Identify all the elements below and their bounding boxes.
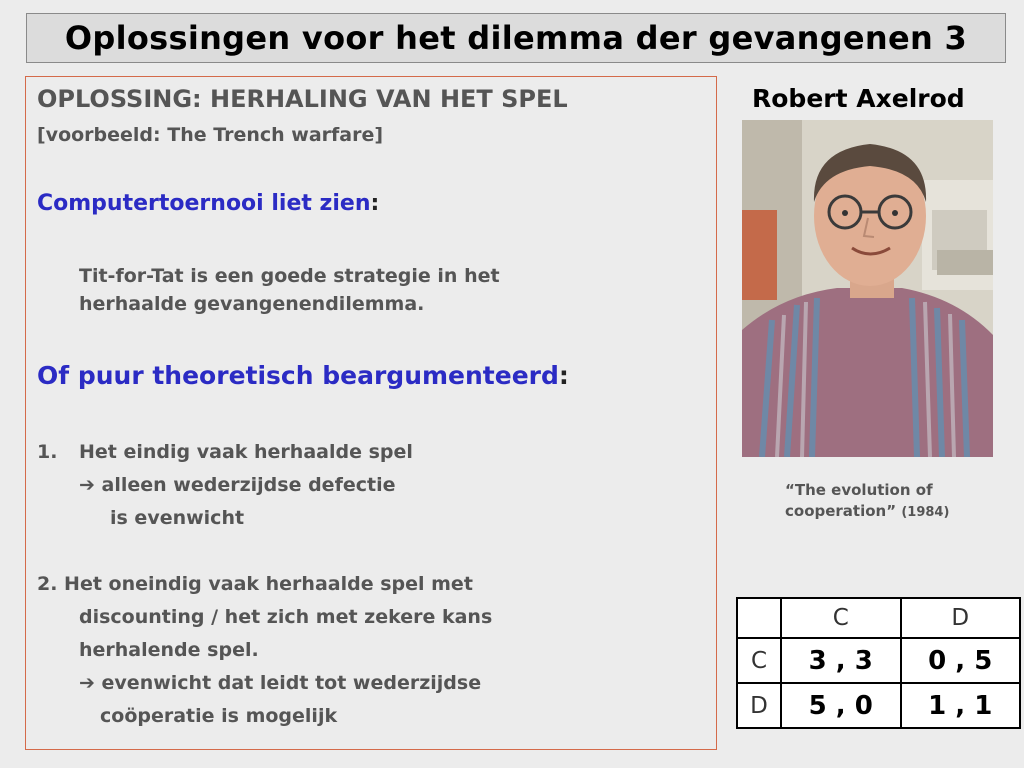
- item-1-text: Het eindig vaak herhaalde spel: [79, 441, 413, 463]
- book-reference: [785, 480, 949, 523]
- content-heading: OPLOSSING: HERHALING VAN HET SPEL: [37, 85, 568, 113]
- payoff-row: [737, 638, 1020, 683]
- payoff-row-label: D: [737, 683, 781, 728]
- payoff-matrix: [736, 597, 1021, 729]
- payoff-col-header: C: [781, 598, 901, 638]
- item-1-number: 1.: [37, 441, 58, 463]
- payoff-col-header: D: [901, 598, 1021, 638]
- payoff-row: [737, 683, 1020, 728]
- tit-for-tat-line-2: herhaalde gevangenendilemma.: [79, 293, 425, 315]
- computer-tournament-line: [37, 191, 379, 216]
- title-bar: [26, 13, 1006, 63]
- payoff-header-row: [737, 598, 1020, 638]
- item-1-continuation: is evenwicht: [110, 507, 245, 529]
- item-2-arrow-line: ➔ evenwicht dat leidt tot wederzijdse: [79, 672, 482, 694]
- payoff-row-label: C: [737, 638, 781, 683]
- computer-tournament-label: Computertoernooi liet zien: [37, 191, 371, 216]
- tit-for-tat-text: [79, 262, 500, 318]
- content-box: [25, 76, 717, 750]
- portrait-photo: [742, 120, 993, 457]
- slide-title: Oplossingen voor het dilemma der gevangenen 3: [64, 19, 968, 57]
- payoff-corner-cell: [737, 598, 781, 638]
- person-name: Robert Axelrod: [752, 84, 965, 113]
- payoff-cell: 1 , 1: [901, 683, 1021, 728]
- theory-colon: :: [558, 361, 569, 390]
- theory-label: Of puur theoretisch beargumenteerd: [37, 361, 559, 390]
- book-title-line-2: cooperation”: [785, 502, 897, 520]
- book-year: (1984): [901, 505, 950, 520]
- computer-tournament-colon: :: [370, 191, 380, 216]
- payoff-cell: 0 , 5: [901, 638, 1021, 683]
- item-2-line-2: discounting / het zich met zekere kans: [79, 606, 493, 628]
- payoff-cell: 5 , 0: [781, 683, 901, 728]
- item-2-continuation: coöperatie is mogelijk: [100, 705, 338, 727]
- item-1: [37, 441, 413, 463]
- tit-for-tat-line-1: Tit-for-Tat is een goede strategie in het: [79, 265, 500, 287]
- content-subheading: [voorbeeld: The Trench warfare]: [37, 124, 384, 146]
- item-1-arrow-line: ➔ alleen wederzijdse defectie: [79, 474, 396, 496]
- theory-line: [37, 361, 569, 390]
- item-2-line-1: 2. Het oneindig vaak herhaalde spel met: [37, 573, 473, 595]
- book-title-line-1: “The evolution of: [785, 481, 933, 499]
- payoff-cell: 3 , 3: [781, 638, 901, 683]
- item-2-line-3: herhalende spel.: [79, 639, 259, 661]
- portrait-illustration: [742, 120, 993, 457]
